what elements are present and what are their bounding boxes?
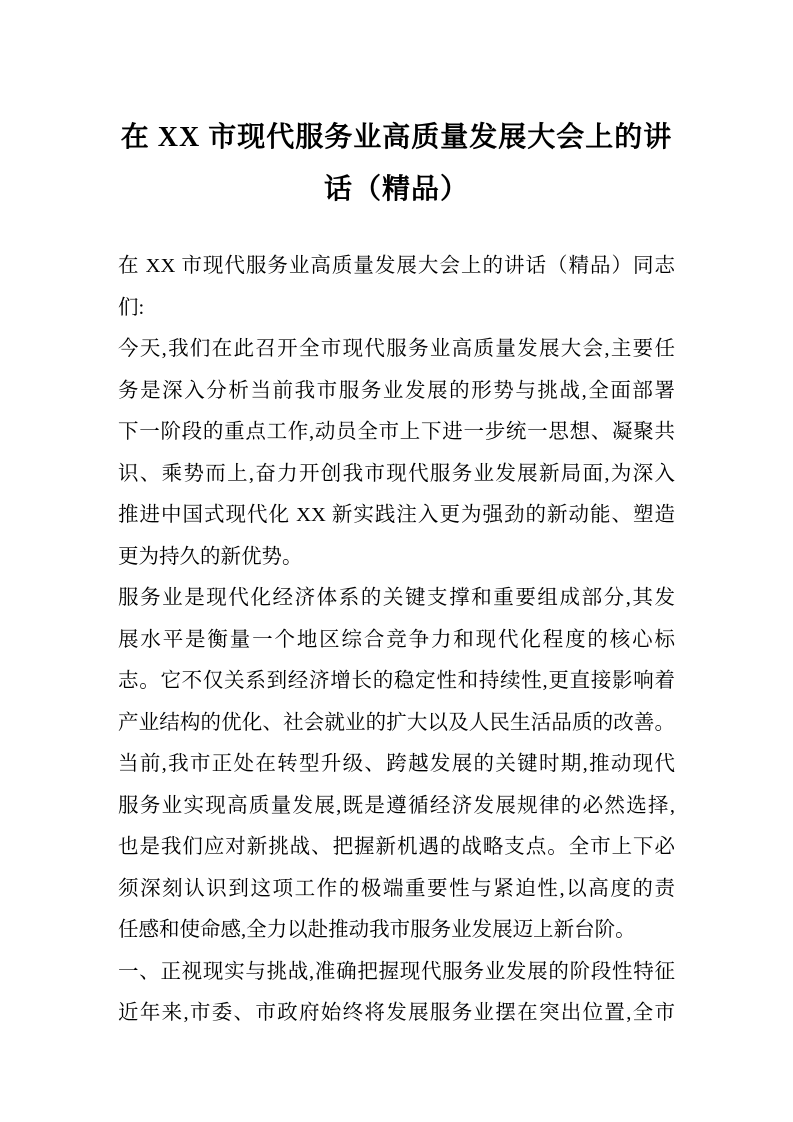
text-line: 识、乘势而上,奋力开创我市现代服务业发展新局面,为深入 [118, 462, 675, 485]
paragraph-section-one-body [118, 993, 675, 1035]
text-line: 今天,我们在此召开全市现代服务业高质量发展大会,主要任 [118, 338, 675, 360]
text-line: 须深刻认识到这项工作的极端重要性与紧迫性,以高度的责 [118, 877, 675, 900]
text-line: 志。它不仅关系到经济增长的稳定性和持续性,更直接影响着 [118, 670, 675, 692]
paragraph-opening [118, 329, 675, 578]
title-line-1: 在 XX 市现代服务业高质量发展大会上的讲 [120, 122, 673, 153]
paragraph-section-one-heading [118, 952, 675, 994]
text-line: 务是深入分析当前我市服务业发展的形势与挑战,全面部署 [118, 379, 675, 402]
text-line: 任感和使命感,全力以赴推动我市服务业发展迈上新台阶。 [118, 919, 636, 941]
text-line: 近年来,市委、市政府始终将发展服务业摆在突出位置,全市 [118, 1002, 675, 1024]
text-line: 一、正视现实与挑战,准确把握现代服务业发展的阶段性特征 [118, 960, 675, 983]
text-line: 也是我们应对新挑战、把握新机遇的战略支点。全市上下必 [118, 836, 675, 858]
document-title [118, 112, 675, 216]
paragraph-salutation [118, 246, 675, 329]
document-body [118, 246, 675, 1035]
text-line: 产业结构的优化、社会就业的扩大以及人民生活品质的改善。 [118, 711, 675, 734]
title-line-2: 话（精品） [323, 174, 469, 205]
text-line: 服务业是现代化经济体系的关键支撑和重要组成部分,其发 [118, 587, 675, 609]
text-line: 更为持久的新优势。 [118, 545, 303, 568]
text-line: 当前,我市正处在转型升级、跨越发展的关键时期,推动现代 [118, 753, 675, 775]
text-line: 服务业实现高质量发展,既是遵循经济发展规律的必然选择, [118, 794, 675, 817]
paragraph-significance [118, 578, 675, 952]
text-line: 下一阶段的重点工作,动员全市上下进一步统一思想、凝聚共 [118, 421, 675, 443]
text-line: 展水平是衡量一个地区综合竞争力和现代化程度的核心标 [118, 628, 675, 651]
text-line: 推进中国式现代化 XX 新实践注入更为强劲的新动能、塑造 [118, 504, 675, 526]
text-line: 们: [118, 296, 145, 319]
text-line: 在 XX 市现代服务业高质量发展大会上的讲话（精品）同志 [118, 255, 675, 277]
